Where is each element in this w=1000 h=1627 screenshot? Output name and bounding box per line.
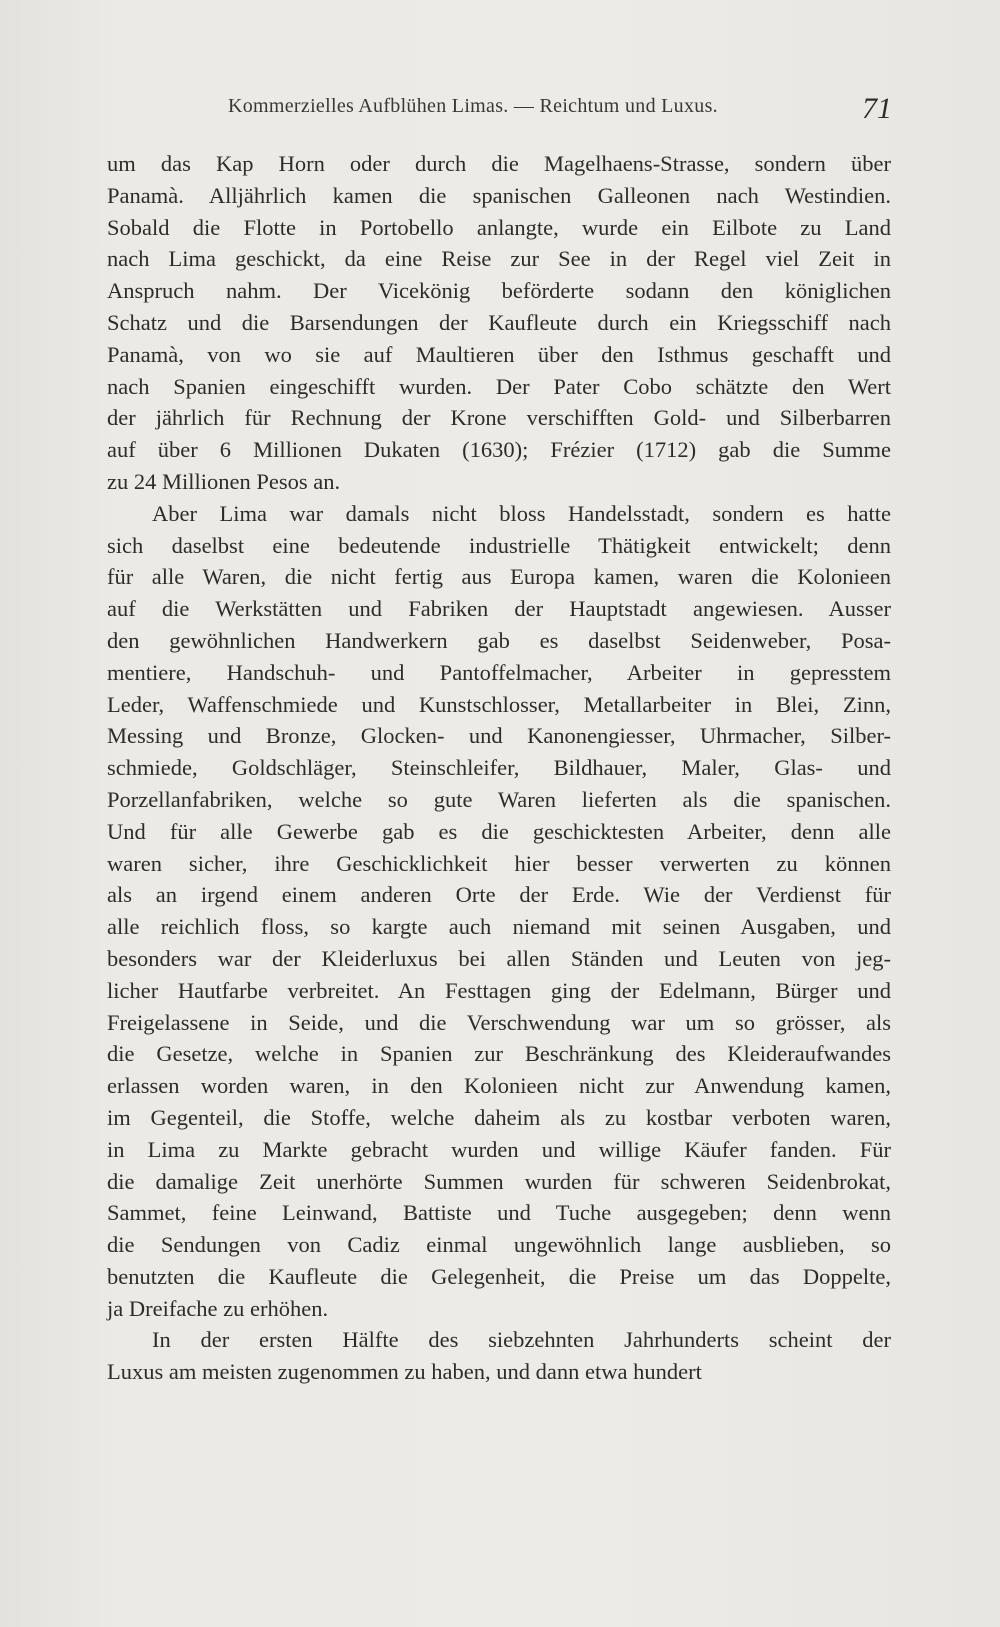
text-line: erlassen worden waren, in den Kolonieen nicht zur Anwendung kamen, [107, 1073, 891, 1099]
text-line: mentiere, Handschuh- und Pantoffelmacher, Arbeiter in gepresstem [107, 659, 891, 685]
text-line: im Gegenteil, die Stoffe, welche daheim als zu kostbar verboten waren, [107, 1104, 891, 1130]
text-line: nach Spanien eingeschifft wurden. Der Pater Cobo schätzte den Wert [107, 373, 891, 399]
text-line: der jährlich für Rechnung der Krone verschifften Gold- und Silberbarren [107, 405, 891, 431]
text-line: nach Lima geschickt, da eine Reise zur See in der Regel viel Zeit in [107, 246, 891, 272]
text-line: auf über 6 Millionen Dukaten (1630); Frézier (1712) gab die Summe [107, 437, 891, 463]
paragraph [107, 1324, 891, 1388]
page-number: 71 [862, 92, 892, 125]
text-line: In der ersten Hälfte des siebzehnten Jahrhunderts scheint der [152, 1327, 891, 1353]
text-line: um das Kap Horn oder durch die Magelhaens-Strasse, sondern über [107, 151, 891, 176]
text-line: Anspruch nahm. Der Vicekönig beförderte sodann den königlichen [107, 278, 891, 304]
running-head: Kommerzielles Aufblühen Limas. — Reichtum und Luxus. [228, 95, 718, 117]
text-line: Panamà. Alljährlich kamen die spanischen Galleonen nach Westindien. [107, 182, 891, 208]
text-line: zu 24 Millionen Pesos an. [107, 468, 341, 494]
text-line: Schatz und die Barsendungen der Kaufleute durch ein Kriegsschiff nach [107, 309, 891, 335]
text-line: auf die Werkstätten und Fabriken der Hauptstadt angewiesen. Ausser [107, 596, 891, 622]
paragraph [107, 148, 891, 498]
text-line: Panamà, von wo sie auf Maultieren über den Isthmus geschafft und [107, 341, 891, 367]
text-line: die Gesetze, welche in Spanien zur Beschränkung des Kleideraufwandes [107, 1041, 891, 1067]
paragraph [107, 498, 891, 1325]
text-line: besonders war der Kleiderluxus bei allen Ständen und Leuten von jeg- [107, 945, 891, 971]
text-line: schmiede, Goldschläger, Steinschleifer, Bildhauer, Maler, Glas- und [107, 755, 891, 781]
text-line: licher Hautfarbe verbreitet. An Festtagen ging der Edelmann, Bürger und [107, 977, 891, 1003]
text-line: Und für alle Gewerbe gab es die geschicktesten Arbeiter, denn alle [107, 818, 891, 844]
text-line: für alle Waren, die nicht fertig aus Europa kamen, waren die Kolonieen [107, 564, 891, 590]
text-line: Freigelassene in Seide, und die Verschwendung war um so grösser, als [107, 1009, 891, 1035]
body-text [107, 148, 891, 1388]
text-line: sich daselbst eine bedeutende industrielle Thätigkeit entwickelt; denn [107, 532, 891, 558]
text-line: den gewöhnlichen Handwerkern gab es daselbst Seidenweber, Posa- [107, 627, 891, 653]
text-line: in Lima zu Markte gebracht wurden und willige Käufer fanden. Für [107, 1136, 891, 1162]
text-line: die damalige Zeit unerhörte Summen wurden für schweren Seidenbrokat, [107, 1168, 891, 1194]
text-line: ja Dreifache zu erhöhen. [107, 1295, 329, 1321]
text-line: benutzten die Kaufleute die Gelegenheit, die Preise um das Doppelte, [107, 1263, 891, 1289]
text-line: Luxus am meisten zugenommen zu haben, und dann etwa hundert [107, 1359, 702, 1385]
text-line: waren sicher, ihre Geschicklichkeit hier besser verwerten zu können [107, 850, 891, 876]
text-line: alle reichlich floss, so kargte auch niemand mit seinen Ausgaben, und [107, 914, 891, 940]
text-line: Leder, Waffenschmiede und Kunstschlosser, Metallarbeiter in Blei, Zinn, [107, 691, 891, 717]
text-line: als an irgend einem anderen Orte der Erde. Wie der Verdienst für [107, 882, 891, 908]
text-line: Aber Lima war damals nicht bloss Handelsstadt, sondern es hatte [152, 500, 891, 526]
text-line: die Sendungen von Cadiz einmal ungewöhnlich lange ausblieben, so [107, 1232, 891, 1258]
text-line: Sammet, feine Leinwand, Battiste und Tuche ausgegeben; denn wenn [107, 1200, 891, 1226]
text-line: Sobald die Flotte in Portobello anlangte, wurde ein Eilbote zu Land [107, 214, 891, 240]
text-line: Messing und Bronze, Glocken- und Kanonengiesser, Uhrmacher, Silber- [107, 723, 891, 749]
text-line: Porzellanfabriken, welche so gute Waren lieferten als die spanischen. [107, 786, 891, 812]
